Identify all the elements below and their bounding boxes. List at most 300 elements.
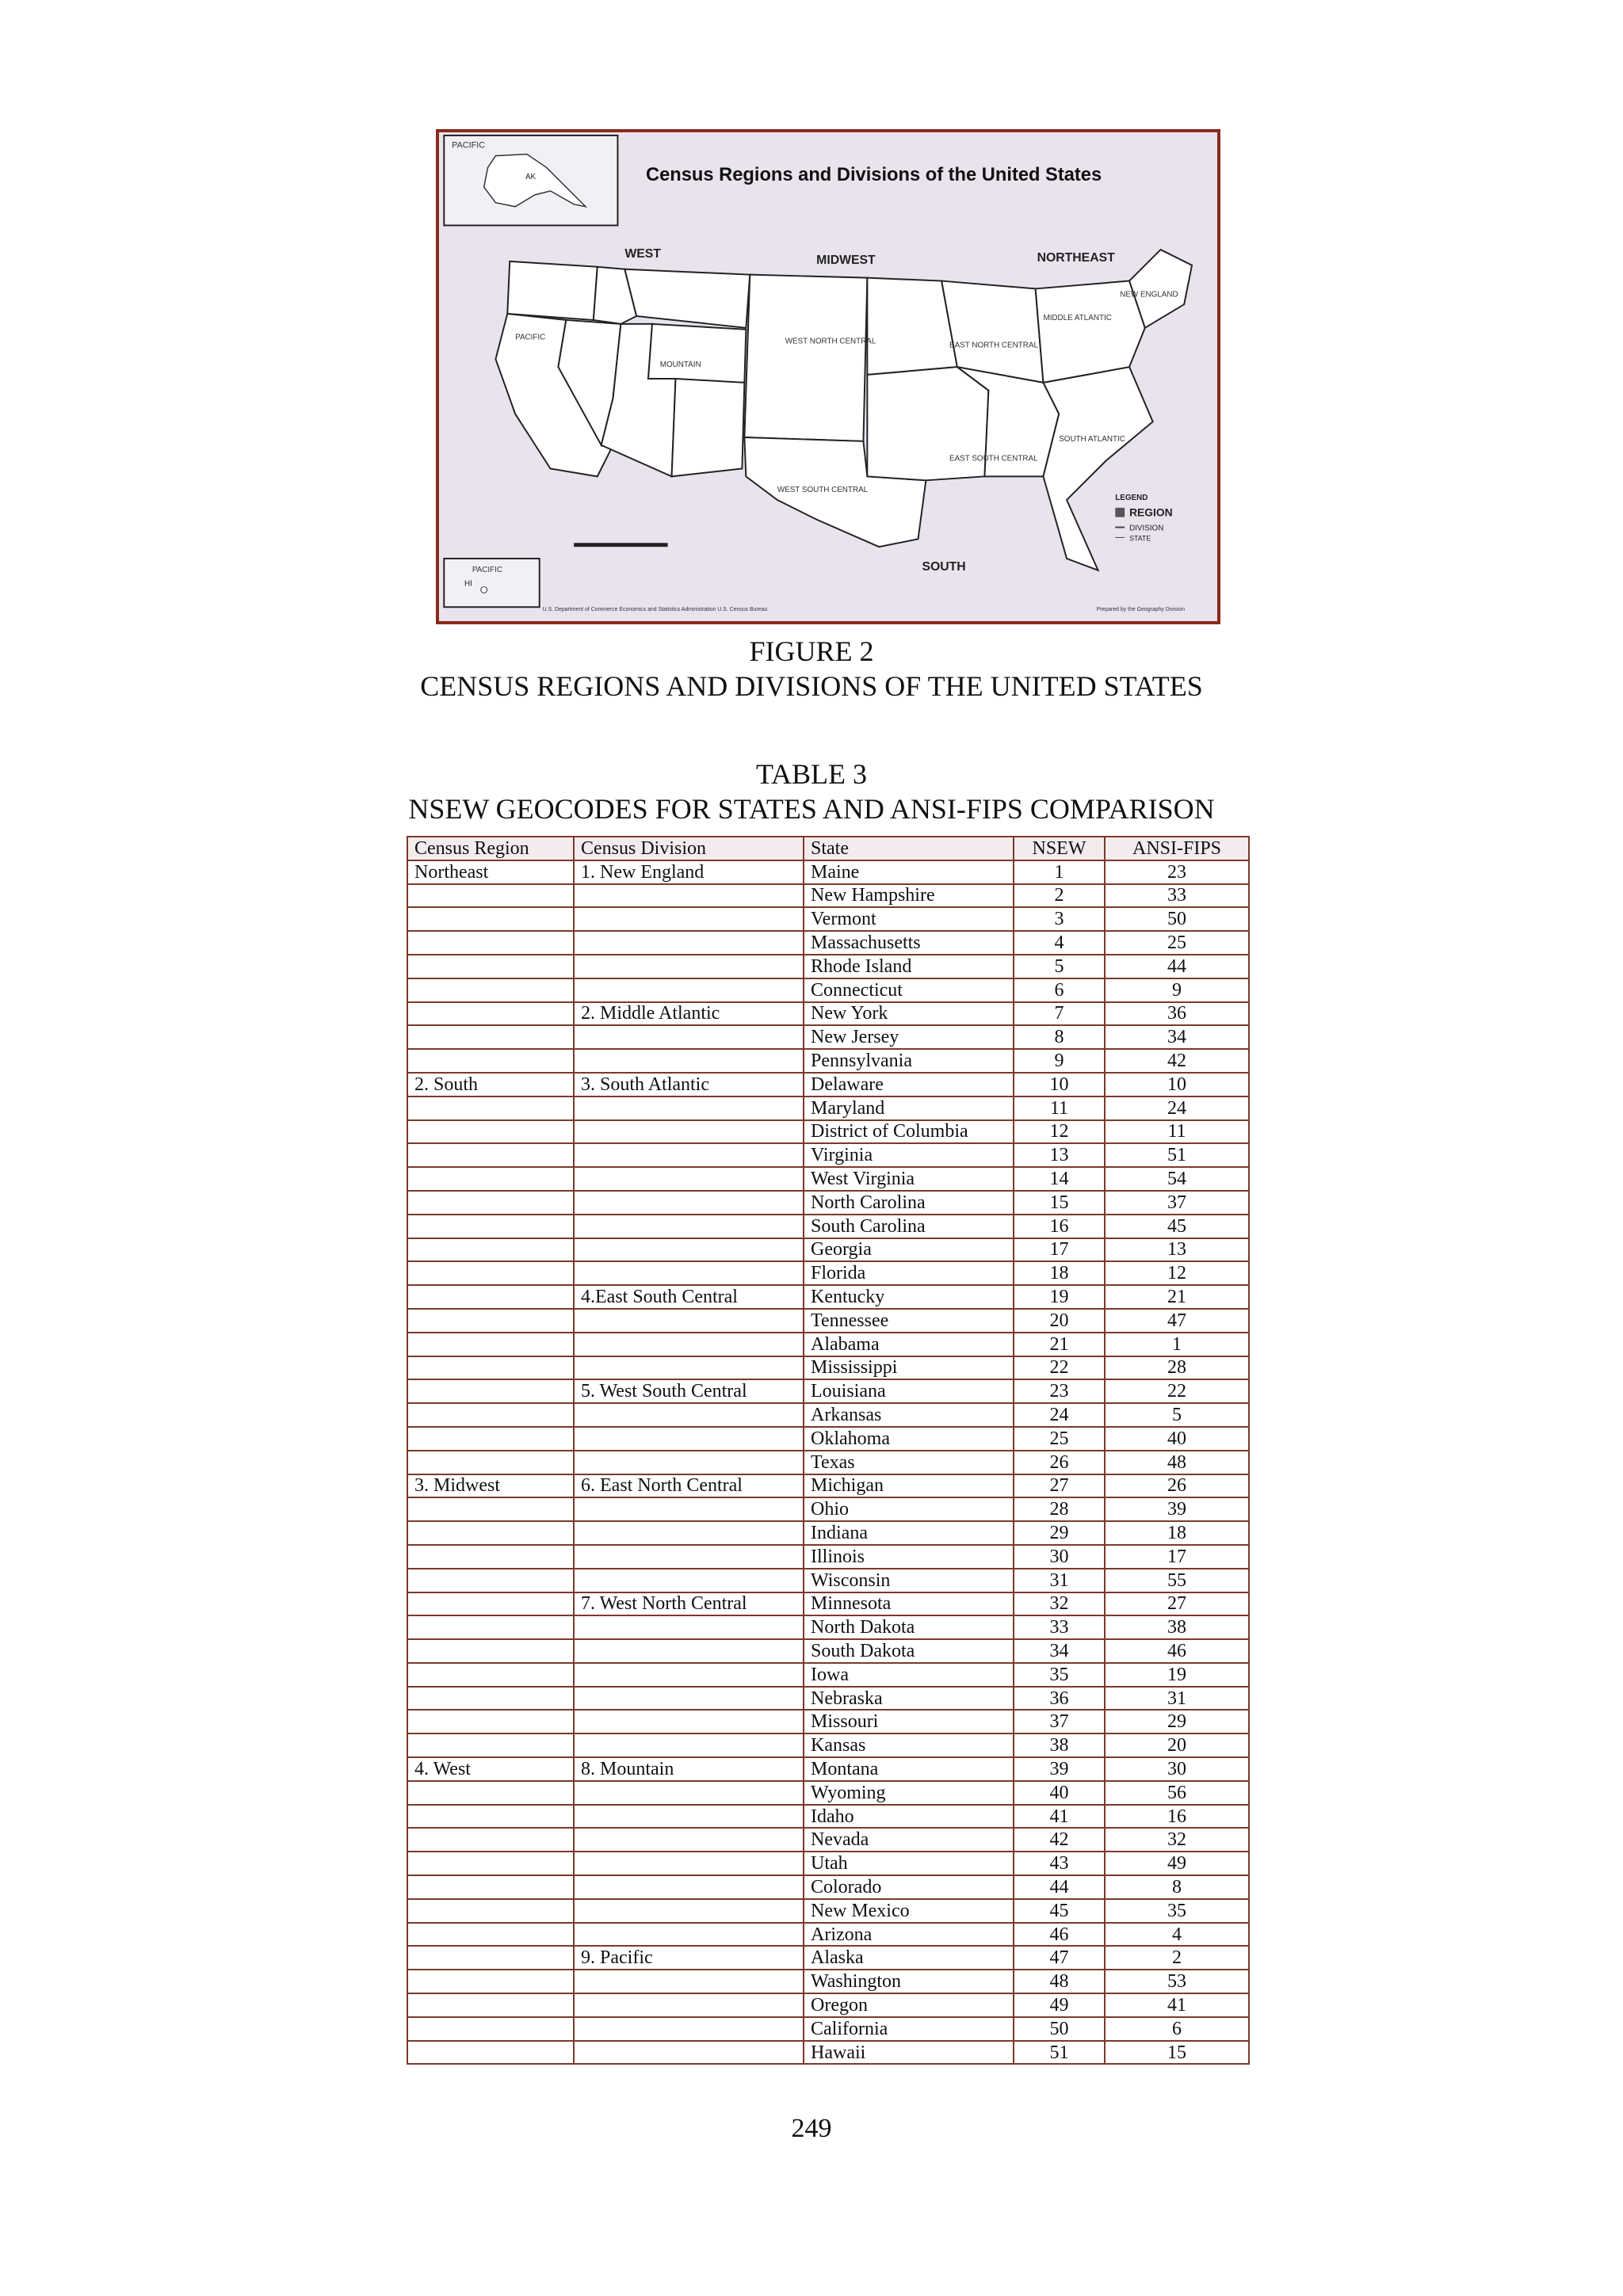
table-row <box>407 1663 1249 1687</box>
cell-census-region <box>407 1261 574 1285</box>
cell-nsew: 6 <box>1014 978 1105 1002</box>
table-row <box>407 1497 1249 1521</box>
cell-census-region <box>407 978 574 1002</box>
cell-state: Iowa <box>804 1663 1014 1687</box>
cell-nsew: 5 <box>1014 955 1105 978</box>
wyoming-utah-shape <box>648 324 746 383</box>
cell-state: Kentucky <box>804 1285 1014 1309</box>
cell-census-region <box>407 1687 574 1711</box>
cell-state: Massachusetts <box>804 931 1014 955</box>
cell-ansi-fips: 48 <box>1105 1451 1249 1474</box>
cell-state: Maryland <box>804 1097 1014 1120</box>
cell-census-region <box>407 1899 574 1923</box>
cell-nsew: 25 <box>1014 1427 1105 1451</box>
cell-census-division <box>574 1167 804 1191</box>
division-pacific-label: PACIFIC <box>515 333 546 342</box>
cell-census-division <box>574 1238 804 1262</box>
cell-nsew: 21 <box>1014 1333 1105 1356</box>
table-row <box>407 955 1249 978</box>
table-title: NSEW GEOCODES FOR STATES AND ANSI-FIPS COMPARISON <box>408 793 1215 825</box>
cell-ansi-fips: 39 <box>1105 1497 1249 1521</box>
cell-ansi-fips: 18 <box>1105 1521 1249 1545</box>
table-row <box>407 1521 1249 1545</box>
cell-census-division <box>574 978 804 1002</box>
cell-ansi-fips: 26 <box>1105 1474 1249 1498</box>
cell-nsew: 9 <box>1014 1049 1105 1073</box>
cell-census-region <box>407 1733 574 1757</box>
cell-census-division <box>574 1781 804 1805</box>
cell-census-region <box>407 1946 574 1970</box>
cell-ansi-fips: 12 <box>1105 1261 1249 1285</box>
cell-state: Texas <box>804 1451 1014 1474</box>
table-row <box>407 1474 1249 1498</box>
cell-nsew: 24 <box>1014 1403 1105 1427</box>
cell-census-region <box>407 1805 574 1829</box>
washington-oregon-shape <box>507 261 598 320</box>
cell-nsew: 45 <box>1014 1899 1105 1923</box>
table-row <box>407 1427 1249 1451</box>
division-south-atlantic-label: SOUTH ATLANTIC <box>1059 434 1125 444</box>
cell-ansi-fips: 11 <box>1105 1120 1249 1144</box>
table-row <box>407 1025 1249 1049</box>
table-row <box>407 1993 1249 2017</box>
cell-census-division <box>574 1569 804 1592</box>
cell-state: Nebraska <box>804 1687 1014 1711</box>
table-row <box>407 1451 1249 1474</box>
cell-census-region <box>407 1923 574 1947</box>
cell-census-division: 6. East North Central <box>574 1474 804 1498</box>
cell-ansi-fips: 20 <box>1105 1733 1249 1757</box>
cell-census-region <box>407 1403 574 1427</box>
cell-nsew: 28 <box>1014 1497 1105 1521</box>
table-row <box>407 1143 1249 1167</box>
cell-nsew: 7 <box>1014 1002 1105 1026</box>
region-midwest-label: MIDWEST <box>816 253 876 267</box>
cell-state: Connecticut <box>804 978 1014 1002</box>
cell-census-division <box>574 1615 804 1639</box>
cell-census-division: 9. Pacific <box>574 1946 804 1970</box>
region-west-label: WEST <box>624 246 661 261</box>
geocodes-table-wrapper <box>407 836 1248 2065</box>
cell-census-region <box>407 2017 574 2041</box>
cell-census-division <box>574 1521 804 1545</box>
cell-census-division: 2. Middle Atlantic <box>574 1002 804 1026</box>
cell-census-division <box>574 1333 804 1356</box>
cell-state: Kansas <box>804 1733 1014 1757</box>
cell-nsew: 15 <box>1014 1191 1105 1215</box>
cell-ansi-fips: 34 <box>1105 1025 1249 1049</box>
table-row <box>407 1592 1249 1616</box>
map-title: Census Regions and Divisions of the United States <box>645 165 1102 186</box>
cell-nsew: 1 <box>1014 860 1105 884</box>
cell-census-division <box>574 1993 804 2017</box>
cell-ansi-fips: 16 <box>1105 1805 1249 1829</box>
cell-census-division <box>574 1710 804 1733</box>
table-row <box>407 1545 1249 1569</box>
cell-ansi-fips: 2 <box>1105 1946 1249 1970</box>
cell-census-region <box>407 907 574 931</box>
legend-region-label: REGION <box>1129 505 1173 519</box>
region-northeast-label: NORTHEAST <box>1037 250 1115 265</box>
cell-census-division <box>574 1639 804 1663</box>
cell-census-division: 3. South Atlantic <box>574 1073 804 1097</box>
cell-nsew: 30 <box>1014 1545 1105 1569</box>
cell-census-division <box>574 955 804 978</box>
cell-nsew: 27 <box>1014 1474 1105 1498</box>
division-west-north-central-label: WEST NORTH CENTRAL <box>785 337 876 346</box>
cell-census-division <box>574 1097 804 1120</box>
table-row <box>407 1687 1249 1711</box>
cell-nsew: 14 <box>1014 1167 1105 1191</box>
cell-state: Delaware <box>804 1073 1014 1097</box>
cell-census-division: 7. West North Central <box>574 1592 804 1616</box>
cell-census-region: 2. South <box>407 1073 574 1097</box>
table-row <box>407 1049 1249 1073</box>
figure-label: FIGURE 2 <box>749 635 874 667</box>
table-row <box>407 2017 1249 2041</box>
cell-ansi-fips: 4 <box>1105 1923 1249 1947</box>
cell-census-division <box>574 1261 804 1285</box>
table-row <box>407 884 1249 908</box>
cell-census-division <box>574 2017 804 2041</box>
legend-title: LEGEND <box>1115 493 1148 502</box>
cell-census-region <box>407 931 574 955</box>
cell-census-division: 4.East South Central <box>574 1285 804 1309</box>
cell-state: Georgia <box>804 1238 1014 1262</box>
table-header-row <box>407 837 1249 860</box>
cell-ansi-fips: 1 <box>1105 1333 1249 1356</box>
cell-ansi-fips: 55 <box>1105 1569 1249 1592</box>
table-row <box>407 1875 1249 1899</box>
cell-census-region: Northeast <box>407 860 574 884</box>
cell-ansi-fips: 35 <box>1105 1899 1249 1923</box>
table-row <box>407 1946 1249 1970</box>
cell-state: Rhode Island <box>804 955 1014 978</box>
table-row <box>407 1167 1249 1191</box>
cell-census-division <box>574 1049 804 1073</box>
cell-state: Maine <box>804 860 1014 884</box>
cell-census-region <box>407 955 574 978</box>
cell-nsew: 34 <box>1014 1639 1105 1663</box>
cell-census-region <box>407 1285 574 1309</box>
cell-state: New York <box>804 1002 1014 1026</box>
table-row <box>407 1120 1249 1144</box>
cell-census-region <box>407 1615 574 1639</box>
cell-state: Alabama <box>804 1333 1014 1356</box>
cell-census-region <box>407 1639 574 1663</box>
division-new-england-label: NEW ENGLAND <box>1120 290 1178 299</box>
division-east-south-central-label: EAST SOUTH CENTRAL <box>949 454 1038 463</box>
table-row <box>407 1970 1249 1993</box>
cell-nsew: 32 <box>1014 1592 1105 1616</box>
cell-census-division <box>574 1143 804 1167</box>
cell-census-division <box>574 1663 804 1687</box>
cell-nsew: 18 <box>1014 1261 1105 1285</box>
cell-census-division <box>574 1025 804 1049</box>
legend-state-label: STATE <box>1129 534 1151 543</box>
cell-census-region <box>407 1238 574 1262</box>
cell-nsew: 31 <box>1014 1569 1105 1592</box>
table-label: TABLE 3 <box>755 758 868 790</box>
cell-census-region <box>407 1215 574 1238</box>
table-row <box>407 1333 1249 1356</box>
cell-census-division <box>574 1309 804 1333</box>
cell-state: Wyoming <box>804 1781 1014 1805</box>
cell-state: South Dakota <box>804 1639 1014 1663</box>
division-east-north-central-label: EAST NORTH CENTRAL <box>949 341 1038 350</box>
cell-census-region <box>407 1993 574 2017</box>
cell-ansi-fips: 53 <box>1105 1970 1249 1993</box>
cell-ansi-fips: 51 <box>1105 1143 1249 1167</box>
cell-nsew: 3 <box>1014 907 1105 931</box>
cell-census-region <box>407 1120 574 1144</box>
cell-ansi-fips: 46 <box>1105 1639 1249 1663</box>
table-row <box>407 1191 1249 1215</box>
division-middle-atlantic-label: MIDDLE ATLANTIC <box>1043 313 1112 322</box>
table-row <box>407 1828 1249 1852</box>
cell-nsew: 4 <box>1014 931 1105 955</box>
scale-bar <box>574 543 667 547</box>
cell-state: Utah <box>804 1852 1014 1875</box>
cell-ansi-fips: 24 <box>1105 1097 1249 1120</box>
cell-ansi-fips: 37 <box>1105 1191 1249 1215</box>
cell-ansi-fips: 31 <box>1105 1687 1249 1711</box>
cell-state: Tennessee <box>804 1309 1014 1333</box>
cell-ansi-fips: 44 <box>1105 955 1249 978</box>
cell-census-region <box>407 1097 574 1120</box>
cell-nsew: 10 <box>1014 1073 1105 1097</box>
cell-ansi-fips: 13 <box>1105 1238 1249 1262</box>
colorado-newmexico-shape <box>672 379 745 476</box>
cell-state: Arizona <box>804 1923 1014 1947</box>
cell-nsew: 16 <box>1014 1215 1105 1238</box>
cell-census-division <box>574 1805 804 1829</box>
cell-census-division <box>574 2041 804 2065</box>
cell-census-division <box>574 1215 804 1238</box>
cell-nsew: 46 <box>1014 1923 1105 1947</box>
cell-census-division <box>574 1191 804 1215</box>
cell-census-region: 4. West <box>407 1757 574 1781</box>
header-state: State <box>804 837 1014 860</box>
cell-state: Minnesota <box>804 1592 1014 1616</box>
table-row <box>407 860 1249 884</box>
table-row <box>407 1733 1249 1757</box>
cell-nsew: 13 <box>1014 1143 1105 1167</box>
cell-state: Arkansas <box>804 1403 1014 1427</box>
cell-state: Indiana <box>804 1521 1014 1545</box>
legend-region-swatch <box>1115 508 1125 517</box>
cell-ansi-fips: 33 <box>1105 884 1249 908</box>
cell-nsew: 50 <box>1014 2017 1105 2041</box>
cell-census-division <box>574 1899 804 1923</box>
table-row <box>407 1710 1249 1733</box>
cell-ansi-fips: 8 <box>1105 1875 1249 1899</box>
cell-state: New Mexico <box>804 1899 1014 1923</box>
cell-nsew: 49 <box>1014 1993 1105 2017</box>
table-row <box>407 1309 1249 1333</box>
cell-ansi-fips: 42 <box>1105 1049 1249 1073</box>
cell-census-division <box>574 907 804 931</box>
hawaii-label: HI <box>464 579 472 589</box>
cell-census-region <box>407 1025 574 1049</box>
cell-census-division <box>574 1497 804 1521</box>
cell-census-region <box>407 1497 574 1521</box>
cell-nsew: 42 <box>1014 1828 1105 1852</box>
cell-census-division <box>574 1451 804 1474</box>
cell-census-region <box>407 1663 574 1687</box>
cell-nsew: 41 <box>1014 1805 1105 1829</box>
cell-census-region <box>407 1379 574 1403</box>
cell-nsew: 38 <box>1014 1733 1105 1757</box>
cell-ansi-fips: 27 <box>1105 1592 1249 1616</box>
table-row <box>407 1073 1249 1097</box>
table-row <box>407 1615 1249 1639</box>
cell-nsew: 51 <box>1014 2041 1105 2065</box>
cell-census-region <box>407 1191 574 1215</box>
cell-state: Oklahoma <box>804 1427 1014 1451</box>
table-row <box>407 1261 1249 1285</box>
cell-census-region: 3. Midwest <box>407 1474 574 1498</box>
table-row <box>407 1805 1249 1829</box>
cell-ansi-fips: 25 <box>1105 931 1249 955</box>
cell-state: Alaska <box>804 1946 1014 1970</box>
cell-state: New Jersey <box>804 1025 1014 1049</box>
cell-ansi-fips: 36 <box>1105 1002 1249 1026</box>
cell-state: Ohio <box>804 1497 1014 1521</box>
page-number: 249 <box>791 2114 832 2143</box>
cell-nsew: 40 <box>1014 1781 1105 1805</box>
cell-state: Florida <box>804 1261 1014 1285</box>
table-row <box>407 1781 1249 1805</box>
cell-ansi-fips: 47 <box>1105 1309 1249 1333</box>
cell-census-division <box>574 884 804 908</box>
cell-nsew: 19 <box>1014 1285 1105 1309</box>
cell-state: Michigan <box>804 1474 1014 1498</box>
cell-nsew: 23 <box>1014 1379 1105 1403</box>
census-map-figure <box>436 129 1220 624</box>
cell-census-division <box>574 1120 804 1144</box>
cell-nsew: 11 <box>1014 1097 1105 1120</box>
cell-nsew: 37 <box>1014 1710 1105 1733</box>
table-row <box>407 907 1249 931</box>
cell-census-division <box>574 1356 804 1380</box>
cell-nsew: 47 <box>1014 1946 1105 1970</box>
table-row <box>407 1403 1249 1427</box>
missouri-arkansas-shape <box>867 367 988 480</box>
table-row <box>407 1379 1249 1403</box>
table-row <box>407 1238 1249 1262</box>
cell-nsew: 33 <box>1014 1615 1105 1639</box>
cell-census-region <box>407 1710 574 1733</box>
cell-census-region <box>407 1852 574 1875</box>
cell-census-region <box>407 1356 574 1380</box>
cell-ansi-fips: 40 <box>1105 1427 1249 1451</box>
cell-census-region <box>407 1569 574 1592</box>
cell-census-division <box>574 1970 804 1993</box>
cell-state: Virginia <box>804 1143 1014 1167</box>
cell-state: West Virginia <box>804 1167 1014 1191</box>
division-west-south-central-label: WEST SOUTH CENTRAL <box>777 486 869 495</box>
cell-nsew: 17 <box>1014 1238 1105 1262</box>
cell-state: Pennsylvania <box>804 1049 1014 1073</box>
table-row <box>407 1569 1249 1592</box>
cell-nsew: 22 <box>1014 1356 1105 1380</box>
cell-state: North Dakota <box>804 1615 1014 1639</box>
table-row <box>407 1215 1249 1238</box>
cell-census-region <box>407 1002 574 1026</box>
table-row <box>407 931 1249 955</box>
cell-ansi-fips: 56 <box>1105 1781 1249 1805</box>
header-census-division: Census Division <box>574 837 804 860</box>
table-row <box>407 1757 1249 1781</box>
cell-census-division <box>574 1403 804 1427</box>
cell-ansi-fips: 17 <box>1105 1545 1249 1569</box>
header-nsew: NSEW <box>1014 837 1105 860</box>
table-row <box>407 1356 1249 1380</box>
cell-state: Wisconsin <box>804 1569 1014 1592</box>
hawaii-shape <box>481 587 487 593</box>
cell-census-region <box>407 884 574 908</box>
alaska-label: AK <box>525 173 537 182</box>
cell-nsew: 20 <box>1014 1309 1105 1333</box>
region-south-label: SOUTH <box>922 559 966 574</box>
cell-census-division <box>574 1852 804 1875</box>
cell-state: New Hampshire <box>804 884 1014 908</box>
montana-shape <box>624 269 750 328</box>
cell-nsew: 12 <box>1014 1120 1105 1144</box>
cell-census-region <box>407 1970 574 1993</box>
cell-census-division: 5. West South Central <box>574 1379 804 1403</box>
cell-nsew: 29 <box>1014 1521 1105 1545</box>
cell-census-region <box>407 1545 574 1569</box>
cell-state: Colorado <box>804 1875 1014 1899</box>
cell-ansi-fips: 45 <box>1105 1215 1249 1238</box>
figure-title: CENSUS REGIONS AND DIVISIONS OF THE UNITED STATES <box>420 670 1203 702</box>
cell-census-region <box>407 1521 574 1545</box>
table-row <box>407 1639 1249 1663</box>
cell-census-division <box>574 1923 804 1947</box>
cell-census-region <box>407 1309 574 1333</box>
cell-state: Idaho <box>804 1805 1014 1829</box>
cell-state: California <box>804 2017 1014 2041</box>
census-map <box>439 132 1217 621</box>
cell-census-region <box>407 1427 574 1451</box>
cell-state: Washington <box>804 1970 1014 1993</box>
cell-state: Nevada <box>804 1828 1014 1852</box>
cell-ansi-fips: 28 <box>1105 1356 1249 1380</box>
table-row <box>407 1002 1249 1026</box>
division-mountain-label: MOUNTAIN <box>659 360 701 370</box>
cell-state: Mississippi <box>804 1356 1014 1380</box>
cell-nsew: 26 <box>1014 1451 1105 1474</box>
table-body <box>407 860 1249 2065</box>
cell-nsew: 44 <box>1014 1875 1105 1899</box>
cell-census-division <box>574 1828 804 1852</box>
table-row <box>407 1852 1249 1875</box>
cell-ansi-fips: 30 <box>1105 1757 1249 1781</box>
table-row <box>407 1899 1249 1923</box>
cell-census-division: 8. Mountain <box>574 1757 804 1781</box>
cell-nsew: 35 <box>1014 1663 1105 1687</box>
cell-census-region <box>407 1333 574 1356</box>
west-north-central-shape <box>744 275 867 441</box>
cell-nsew: 39 <box>1014 1757 1105 1781</box>
cell-census-region <box>407 2041 574 2065</box>
cell-census-region <box>407 1828 574 1852</box>
table-row <box>407 1285 1249 1309</box>
header-ansi-fips: ANSI-FIPS <box>1105 837 1249 860</box>
cell-census-region <box>407 1451 574 1474</box>
